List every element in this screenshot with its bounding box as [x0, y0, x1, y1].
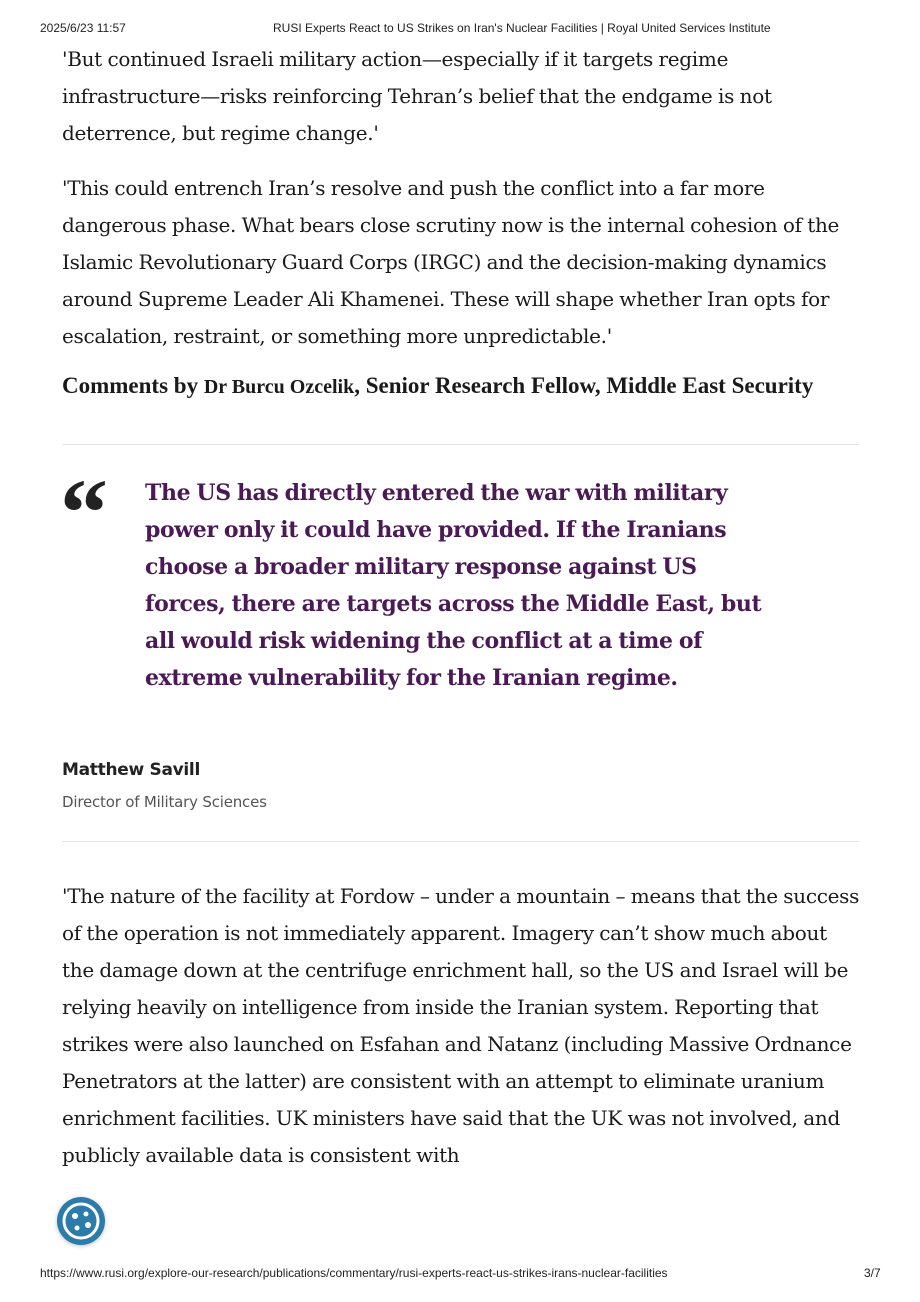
comments-attribution — [62, 371, 862, 402]
pull-quote — [60, 459, 862, 730]
divider — [62, 841, 859, 842]
print-footer — [0, 1266, 920, 1284]
quote-mark-icon: “ — [60, 459, 108, 566]
print-header — [0, 21, 920, 39]
commenter-title: , Senior Research Fellow, Middle East Security — [354, 373, 814, 398]
quote-author — [62, 758, 862, 813]
print-page-title: RUSI Experts React to US Strikes on Iran's Nuclear Facilities | Royal United Services Institute — [273, 21, 771, 35]
divider — [62, 444, 859, 445]
cookie-settings-button[interactable] — [57, 1197, 105, 1245]
print-timestamp: 2025/6/23 11:57 — [40, 21, 126, 35]
print-page-number: 3/7 — [864, 1266, 881, 1280]
article-paragraph: 'But continued Israeli military action—especially if it targets regime infrastructure—risks reinforcing Tehran’s belief that the endgame is not deterrence, but regime change.' — [62, 47, 772, 145]
print-page-url[interactable]: https://www.rusi.org/explore-our-research/publications/commentary/rusi-experts-react-us-strikes-irans-nuclear-facilities — [40, 1266, 668, 1280]
quote-author-name: Matthew Savill — [62, 760, 200, 780]
commenter-name: Dr Burcu Ozcelik — [203, 376, 355, 398]
article-body — [62, 41, 862, 1174]
article-paragraph: 'The nature of the facility at Fordow – under a mountain – means that the success of the operation is not immediately apparent. Imagery can’t show much about the damage down at the centrifuge enrichment hall, so the US and Israel will be relying heavily on intelligence from inside the Iranian system. Reporting that strikes were also launched on Esfahan and Natanz (including Massive Ordnance Penetrators at the latter) are consistent with an attempt to eliminate uranium enrichment facilities. UK ministers have said that the UK was not involved, and publicly available data is consistent with — [62, 884, 860, 1167]
cookie-icon — [57, 1197, 105, 1245]
quote-author-role: Director of Military Sciences — [62, 793, 267, 811]
article-paragraph: 'This could entrench Iran’s resolve and push the conflict into a far more dangerous phase. What bears close scrutiny now is the internal cohesion of the Islamic Revolutionary Guard Corps (IRGC) and the decision-making dynamics around Supreme Leader Ali Khamenei. These will shape whether Iran opts for escalation, restraint, or something more unpredictable.' — [62, 176, 840, 348]
comments-prefix: Comments by — [62, 373, 204, 398]
pull-quote-text: The US has directly entered the war with military power only it could have provided. If the Iranians choose a broader military response against US forces, there are targets across the Middle East, but all would risk widening the conflict at a time of extreme vulnerability for the Iranian regime. — [145, 480, 762, 691]
